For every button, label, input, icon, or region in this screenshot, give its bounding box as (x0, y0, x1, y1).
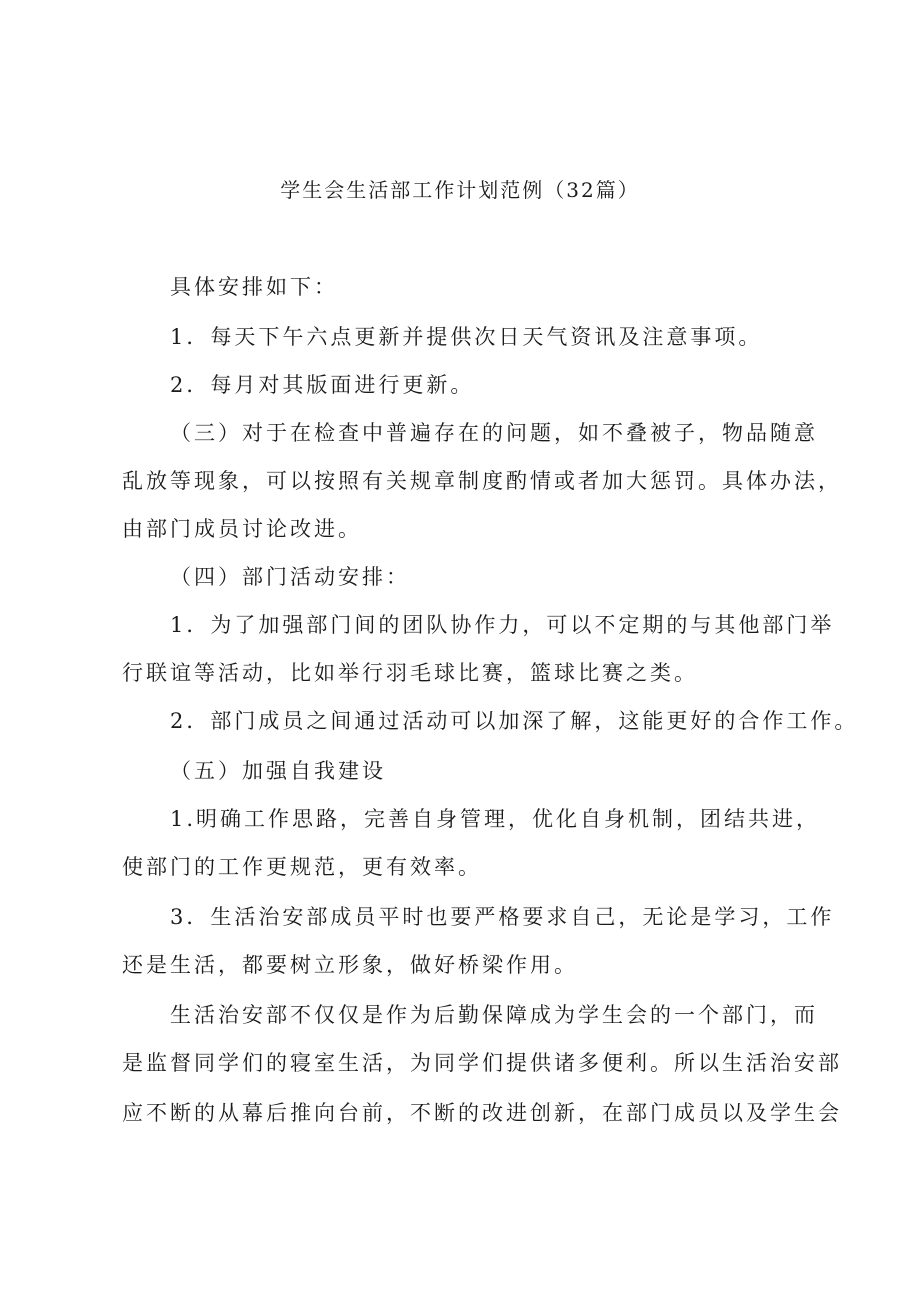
text-line-1: 具体安排如下： (170, 275, 338, 299)
text-line-17: 是监督同学们的寝室生活，为同学们提供诸多便利。所以生活治安部 (122, 1051, 842, 1075)
text-line-7: （四）部门活动安排： (170, 565, 410, 589)
text-line-2: 1．每天下午六点更新并提供次日天气资讯及注意事项。 (170, 325, 763, 349)
text-line-3: 2．每月对其版面进行更新。 (170, 373, 475, 397)
text-line-18: 应不断的从幕后推向台前，不断的改进创新，在部门成员以及学生会 (122, 1101, 842, 1125)
text-line-8: 1．为了加强部门间的团队协作力，可以不定期的与其他部门举 (170, 613, 835, 637)
text-line-9: 行联谊等活动，比如举行羽毛球比赛，篮球比赛之类。 (122, 661, 698, 685)
text-line-11: （五）加强自我建设 (170, 759, 386, 783)
text-line-12: 1.明确工作思路，完善自身管理，优化自身机制，团结共进， (170, 807, 821, 831)
text-line-14: 3．生活治安部成员平时也要严格要求自己，无论是学习，工作 (170, 905, 835, 929)
text-line-15: 还是生活，都要树立形象，做好桥梁作用。 (122, 953, 578, 977)
text-line-13: 使部门的工作更规范，更有效率。 (122, 855, 482, 879)
text-line-10: 2．部门成员之间通过活动可以加深了解，这能更好的合作工作。 (170, 709, 859, 733)
document-title: 学生会生活部工作计划范例（32篇） (280, 178, 640, 202)
text-line-4: （三）对于在检查中普遍存在的问题，如不叠被子，物品随意 (170, 421, 818, 445)
text-line-6: 由部门成员讨论改进。 (122, 517, 362, 541)
text-line-16: 生活治安部不仅仅是作为后勤保障成为学生会的一个部门，而 (170, 1003, 818, 1027)
text-line-5: 乱放等现象，可以按照有关规章制度酌情或者加大惩罚。具体办法， (122, 469, 842, 493)
